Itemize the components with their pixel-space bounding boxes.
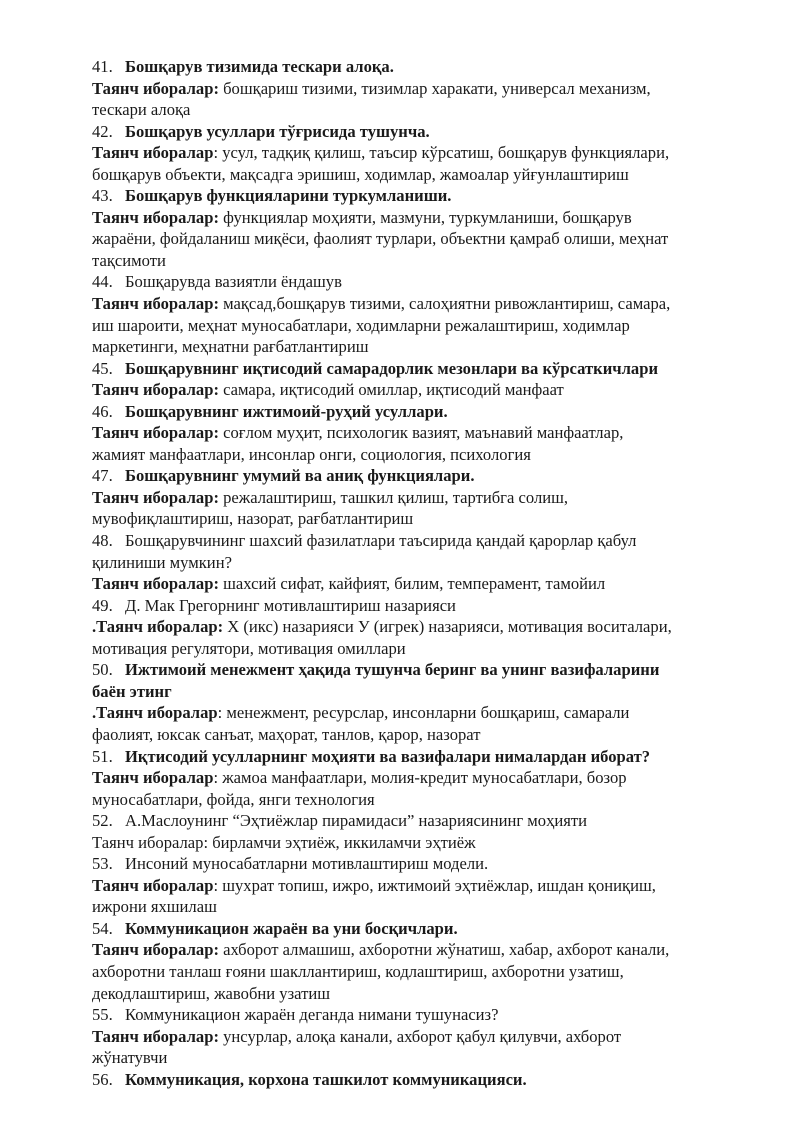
text-line (92, 638, 752, 660)
line-text: Таянч иборалар: бирламчи эҳтиёж, иккиламчи эҳтиёж (92, 832, 476, 852)
text-line (92, 918, 752, 940)
text-line (92, 659, 752, 681)
line-text: функциялар моҳияти, мазмуни, туркумланиши, бошқарув (218, 207, 632, 227)
line-text: : шухрат топиш, ижро, ижтимоий эҳтиёжлар, ишдан қониқиш, (213, 875, 656, 895)
text-line (92, 552, 752, 574)
text-line (92, 142, 752, 164)
key-phrases-label: Таянч иборалар: (92, 380, 219, 400)
line-text: самара, иқтисодий омиллар, иқтисодий манфаат (218, 380, 564, 400)
line-text: : усул, тадқиқ қилиш, таъсир кўрсатиш, бошқарув функциялари, (213, 143, 670, 163)
text-line (92, 875, 752, 897)
text-line (92, 724, 752, 746)
text-line (92, 121, 752, 143)
line-text: тескари алоқа (92, 100, 191, 120)
key-phrases-label: Таянч иборалар (92, 875, 214, 895)
line-text: ахборот алмашиш, ахборотни жўнатиш, хабар, ахборот канали, (218, 940, 670, 960)
text-line (92, 767, 752, 789)
text-line (92, 185, 752, 207)
text-line (92, 983, 752, 1005)
line-text: Х (икс) назарияси У (игрек) назарияси, мотивация воситалари, (223, 617, 672, 637)
text-line (92, 358, 752, 380)
item-number: 52. (92, 811, 113, 831)
line-text: ижрони яхшилаш (92, 897, 217, 917)
item-number: 41. (92, 57, 113, 76)
topic-title: Д. Мак Грегорнинг мотивлаштириш назарияси (125, 595, 456, 615)
line-text: муносабатлари, фойда, янги технология (92, 789, 375, 809)
line-text: фаолият, юксак санъат, маҳорат, танлов, қарор, назорат (92, 724, 481, 744)
item-number: 55. (92, 1005, 113, 1025)
item-number: 56. (92, 1069, 113, 1089)
topic-title: Бошқарув функцияларини туркумланиши. (125, 186, 452, 206)
text-line (92, 702, 752, 724)
text-line (92, 444, 752, 466)
text-line (92, 99, 752, 121)
text-line (92, 250, 752, 272)
line-text: бошқарув объекти, мақсадга эришиш, ходимлар, жамоалар уйғунлаштириш (92, 164, 629, 184)
line-text: шахсий сифат, кайфият, билим, темперамент, тамойил (218, 574, 606, 594)
item-number: 42. (92, 121, 113, 141)
line-text: жўнатувчи (92, 1048, 168, 1068)
text-line (92, 595, 752, 617)
line-text: режалаштириш, ташкил қилиш, тартибга солиш, (218, 487, 569, 507)
line-text: : менежмент, ресурслар, инсонларни бошқариш, самарали (217, 703, 630, 723)
leading-dot: . (92, 703, 97, 723)
item-number: 49. (92, 595, 113, 615)
text-line (92, 1069, 752, 1091)
item-number: 48. (92, 531, 113, 551)
line-text: жамият манфаатлари, инсонлар онги, социология, психология (92, 444, 531, 464)
topic-title: Бошқарувнинг умумий ва аниқ функциялари. (125, 466, 475, 486)
text-line (92, 573, 752, 595)
text-line (92, 1004, 752, 1026)
topic-title: Коммуникация, корхона ташкилот коммуникацияси. (125, 1069, 527, 1089)
line-text: жараёни, фойдаланиш миқёси, фаолият турлари, объектни қамраб олиши, меҳнат (92, 229, 669, 249)
text-line (92, 789, 752, 811)
topic-title: Инсоний муносабатларни мотивлаштириш модели. (125, 854, 489, 874)
topic-title: Бошқарув тизимида тескари алоқа. (125, 57, 394, 76)
topic-title: А.Маслоунинг “Эҳтиёжлар пирамидаси” назариясининг моҳияти (125, 811, 588, 831)
leading-dot: . (92, 617, 97, 637)
text-line (92, 164, 752, 186)
line-text: баён этинг (92, 681, 172, 701)
key-phrases-label: Таянч иборалар: (92, 574, 219, 594)
key-phrases-label: Таянч иборалар: (92, 78, 219, 98)
topic-title: Бошқарувнинг ижтимоий-руҳий усуллари. (125, 401, 448, 421)
text-line (92, 616, 752, 638)
text-line (92, 401, 752, 423)
item-number: 46. (92, 401, 113, 421)
text-line (92, 508, 752, 530)
text-line (92, 336, 752, 358)
item-number: 54. (92, 918, 113, 938)
text-line (92, 939, 752, 961)
key-phrases-label: Таянч иборалар: (92, 294, 219, 314)
key-phrases-label: Таянч иборалар: (92, 487, 219, 507)
text-line (92, 465, 752, 487)
text-line (92, 530, 752, 552)
topic-title: Бошқарувда вазиятли ёндашув (125, 272, 342, 292)
text-line (92, 961, 752, 983)
key-phrases-label: Таянч иборалар (96, 703, 218, 723)
topic-title: Бошқарувнинг иқтисодий самарадорлик мезонлари ва кўрсаткичлари (125, 358, 659, 378)
topic-title: Коммуникацион жараён ва уни босқичлари. (125, 918, 458, 938)
line-text: : жамоа манфаатлари, молия-кредит муносабатлари, бозор (213, 768, 627, 788)
line-text: соғлом муҳит, психологик вазият, маънавий манфаатлар, (218, 423, 624, 443)
text-line (92, 379, 752, 401)
key-phrases-label: Таянч иборалар: (92, 423, 219, 443)
key-phrases-label: Таянч иборалар: (92, 940, 219, 960)
item-number: 45. (92, 358, 113, 378)
text-line (92, 78, 752, 100)
text-line (92, 228, 752, 250)
line-text: бошқариш тизими, тизимлар харакати, универсал механизм, (218, 78, 651, 98)
topic-title: Бошқарув усуллари тўғрисида тушунча. (125, 121, 430, 141)
key-phrases-label: Таянч иборалар: (96, 617, 224, 637)
text-line (92, 293, 752, 315)
line-text: маркетинги, меҳнатни рағбатлантириш (92, 337, 369, 357)
topic-title: Ижтимоий менежмент ҳақида тушунча беринг ва унинг вазифаларини (125, 660, 660, 680)
line-text: декодлаштириш, жавобни узатиш (92, 983, 330, 1003)
line-text: ахборотни танлаш ғояни шакллантириш, кодлаштириш, ахборотни узатиш, (92, 961, 624, 981)
line-text: мувофиқлаштириш, назорат, рағбатлантириш (92, 509, 414, 529)
line-text: иш шароити, меҳнат муносабатлари, ходимларни режалаштириш, ходимлар (92, 315, 630, 335)
text-line (92, 853, 752, 875)
item-number: 51. (92, 746, 113, 766)
topic-title: Иқтисодий усулларнинг моҳияти ва вазифалари нималардан иборат? (125, 746, 651, 766)
item-number: 44. (92, 272, 113, 292)
text-line (92, 315, 752, 337)
text-line (92, 422, 752, 444)
text-line (92, 1047, 752, 1069)
text-line (92, 271, 752, 293)
line-text: тақсимоти (92, 250, 166, 270)
text-line (92, 746, 752, 768)
key-phrases-label: Таянч иборалар: (92, 207, 219, 227)
text-line (92, 896, 752, 918)
text-line (92, 681, 752, 703)
key-phrases-label: Таянч иборалар (92, 143, 214, 163)
item-number: 43. (92, 186, 113, 206)
text-line (92, 207, 752, 229)
text-line (92, 832, 752, 854)
text-line (92, 1026, 752, 1048)
text-line (92, 56, 752, 78)
item-number: 53. (92, 854, 113, 874)
topic-title: Коммуникацион жараён деганда нимани тушунасиз? (125, 1005, 499, 1025)
key-phrases-label: Таянч иборалар: (92, 1026, 219, 1046)
document-page (92, 56, 752, 1090)
key-phrases-label: Таянч иборалар (92, 768, 214, 788)
text-line (92, 487, 752, 509)
line-text: мақсад,бошқарув тизими, салоҳиятни ривожлантириш, самара, (218, 294, 671, 314)
line-text: мотивация регулятори, мотивация омиллари (92, 638, 406, 658)
line-text: унсурлар, алоқа канали, ахборот қабул қилувчи, ахборот (218, 1026, 622, 1046)
text-line (92, 810, 752, 832)
item-number: 47. (92, 466, 113, 486)
line-text: қилиниши мумкин? (92, 552, 232, 572)
topic-title: Бошқарувчининг шахсий фазилатлари таъсирида қандай қарорлар қабул (125, 531, 637, 551)
item-number: 50. (92, 660, 113, 680)
